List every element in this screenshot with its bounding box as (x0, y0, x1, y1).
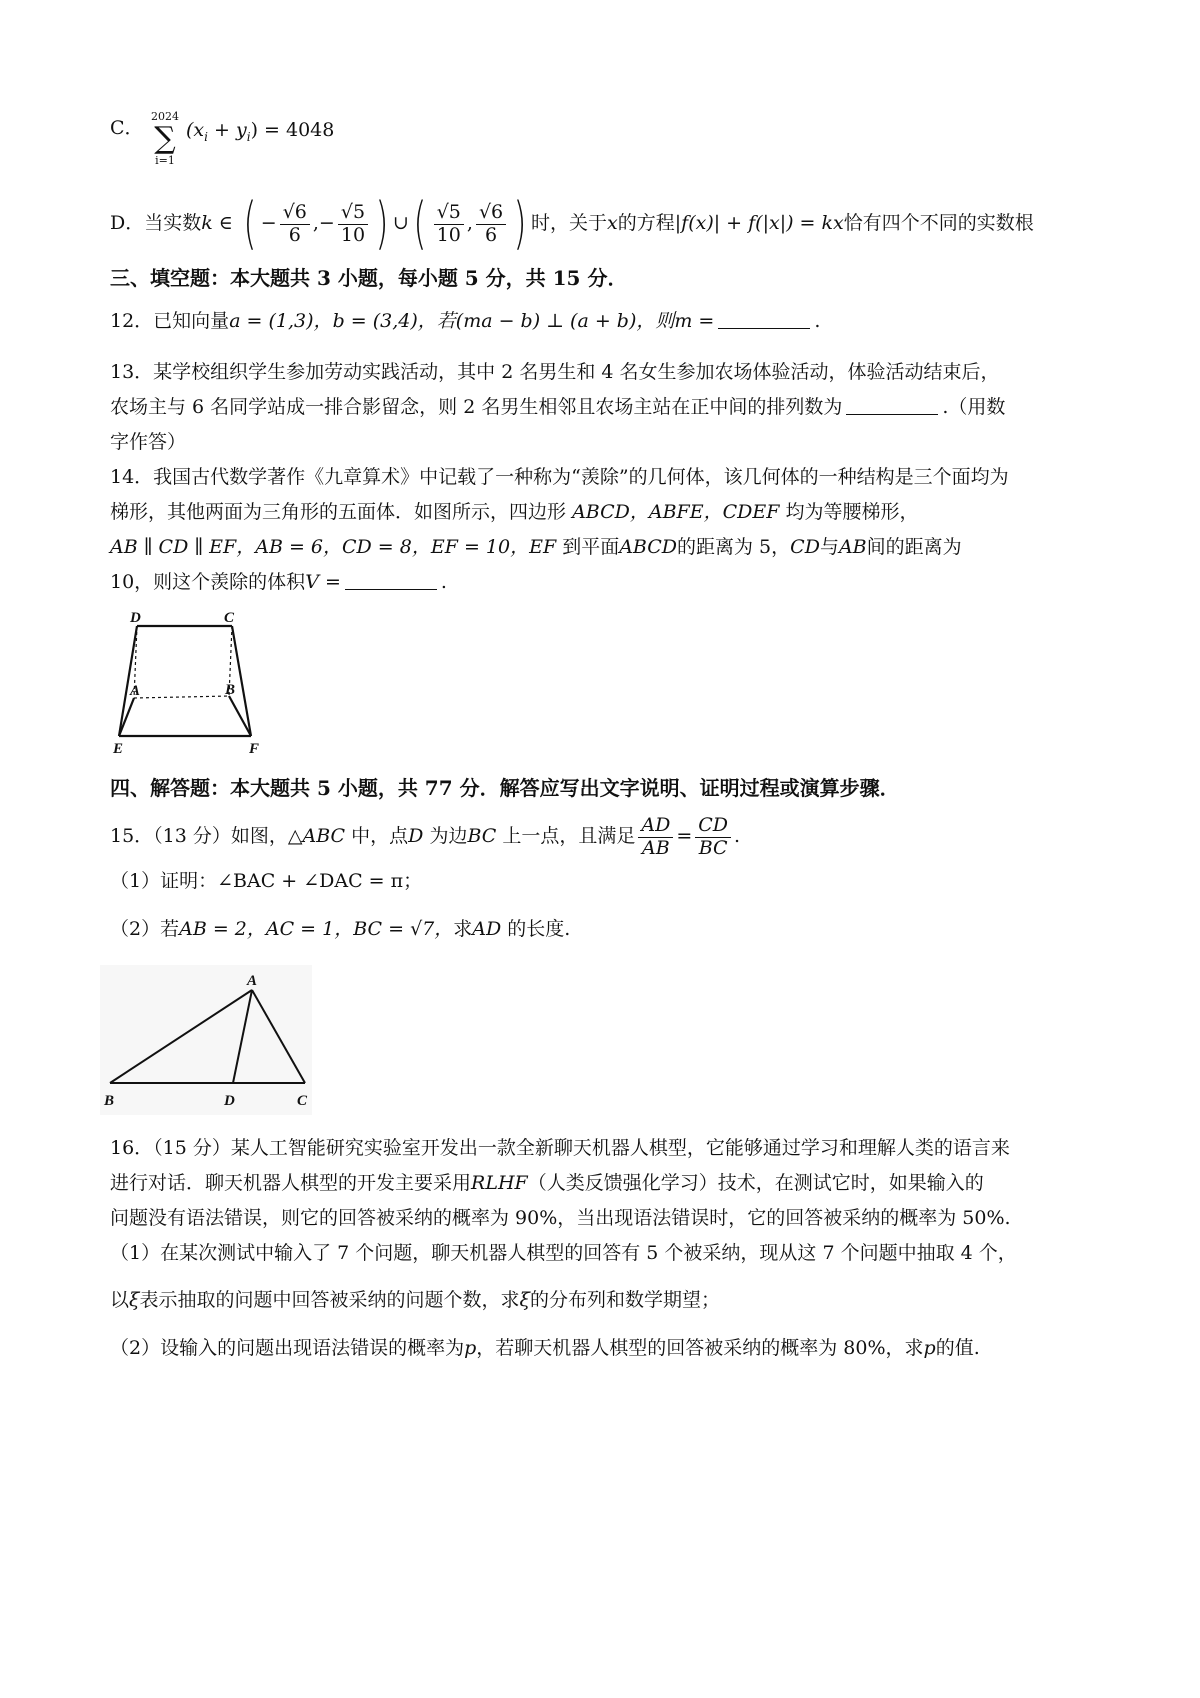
section-4-title: 四、解答题：本大题共 5 小题，共 77 分．解答应写出文字说明、证明过程或演算步骤． (110, 776, 900, 800)
question-14-line3: AB ∥ CD ∥ EF，AB = 6，CD = 8，EF = 10，EF 到平面ABCD的距离为 5，CD与AB间的距离为 (110, 536, 962, 558)
question-16-line3: 问题没有语法错误，则它的回答被采纳的概率为 90%，当出现语法错误时，它的回答被采纳的概率为 50%. (110, 1207, 1011, 1229)
label-D: D (130, 610, 141, 626)
question-16-part1: （1）在某次测试中输入了 7 个问题，聊天机器人棋型的回答有 5 个被采纳，现从这 7 个问题中抽取 4 个， (110, 1242, 1017, 1264)
question-16-part1-cont: 以ξ表示抽取的问题中回答被采纳的问题个数，求ξ的分布列和数学期望； (110, 1289, 720, 1311)
question-14-line1: 14．我国古代数学著作《九章算术》中记载了一种称为“羡除”的几何体，该几何体的一种结构是三个面均为 (110, 466, 1009, 488)
summation-symbol: 2024 ∑ i=1 (151, 110, 179, 167)
option-c-expression: $(x_i + y_i) = 4048$ (186, 119, 335, 144)
answer-blank[interactable] (846, 396, 938, 415)
fraction: $\frac{√5}{10}$ (434, 202, 464, 247)
label-A: A (130, 683, 141, 699)
fraction: $\frac{CD}{BC}$ (695, 815, 731, 860)
question-16-part2: （2）设输入的问题出现语法错误的概率为p，若聊天机器人棋型的回答被采纳的概率为 80%，求p的值. (110, 1337, 980, 1359)
question-15-part1: （1）证明：∠BAC + ∠DAC = π； (110, 870, 423, 892)
question-13-line2: 农场主与 6 名同学站成一排合影留念，则 2 名男生相邻且农场主站在正中间的排列数为 .（用数 (110, 396, 1006, 418)
fraction: $\frac{AD}{AB}$ (638, 815, 673, 860)
question-15: 15．（13 分）如图，△ABC 中，点D 为边BC 上一点，且满足 $\frac{AD}{AB}$ = $\frac{CD}{BC}$ . (110, 813, 741, 859)
option-d: D．当实数k ∈ ( − $\frac{√6}{6}$ ,− $\frac{√5}{10}$ ) ∪( $\frac{√5}{10}$ , $\frac{√6}{6}$ ) 时，关于x的方程|f(x)| + f(|x|) = kx恰有四个不同的实数根 (110, 191, 1034, 256)
label-C: C (297, 1093, 308, 1109)
triangle-figure (100, 965, 312, 1115)
label-D: D (224, 1093, 235, 1109)
solid-figure (110, 605, 280, 760)
label-B: B (104, 1093, 115, 1109)
question-16-line2: 进行对话．聊天机器人棋型的开发主要采用RLHF（人类反馈强化学习）技术，在测试它时，如果输入的 (110, 1172, 984, 1194)
label-F: F (249, 741, 260, 757)
question-13-line1: 13．某学校组织学生参加劳动实践活动，其中 2 名男生和 4 名女生参加农场体验活动，体验活动结束后， (110, 361, 1000, 383)
section-3-title: 三、填空题：本大题共 3 小题，每小题 5 分，共 15 分． (110, 266, 628, 290)
label-C: C (224, 610, 235, 626)
fraction: $\frac{√6}{6}$ (280, 202, 310, 247)
answer-blank[interactable] (718, 310, 810, 329)
fraction: $\frac{√6}{6}$ (476, 202, 506, 247)
option-c-label: C． (110, 117, 144, 139)
question-14-line4: 10，则这个羡除的体积V = . (110, 571, 447, 593)
question-15-part2: （2）若AB = 2，AC = 1，BC = √7，求AD 的长度. (110, 918, 571, 940)
question-12: 12．已知向量a = (1,3)，b = (3,4)，若(ma − b) ⊥ (a + b)，则m = . (110, 310, 821, 332)
label-B: B (225, 682, 236, 698)
sum-lower-limit: i=1 (155, 154, 175, 167)
label-A: A (247, 973, 258, 989)
sum-upper-limit: 2024 (151, 110, 179, 123)
question-14-line2: 梯形，其他两面为三角形的五面体．如图所示，四边形 ABCD，ABFE，CDEF 均为等腰梯形， (110, 501, 919, 523)
question-16-line1: 16．（15 分）某人工智能研究实验室开发出一款全新聊天机器人棋型，它能够通过学习和理解人类的语言来 (110, 1137, 1010, 1159)
label-E: E (113, 741, 124, 757)
question-13-line3: 字作答） (110, 431, 187, 453)
answer-blank[interactable] (345, 571, 437, 590)
fraction: $\frac{√5}{10}$ (338, 202, 368, 247)
option-c (110, 115, 144, 141)
